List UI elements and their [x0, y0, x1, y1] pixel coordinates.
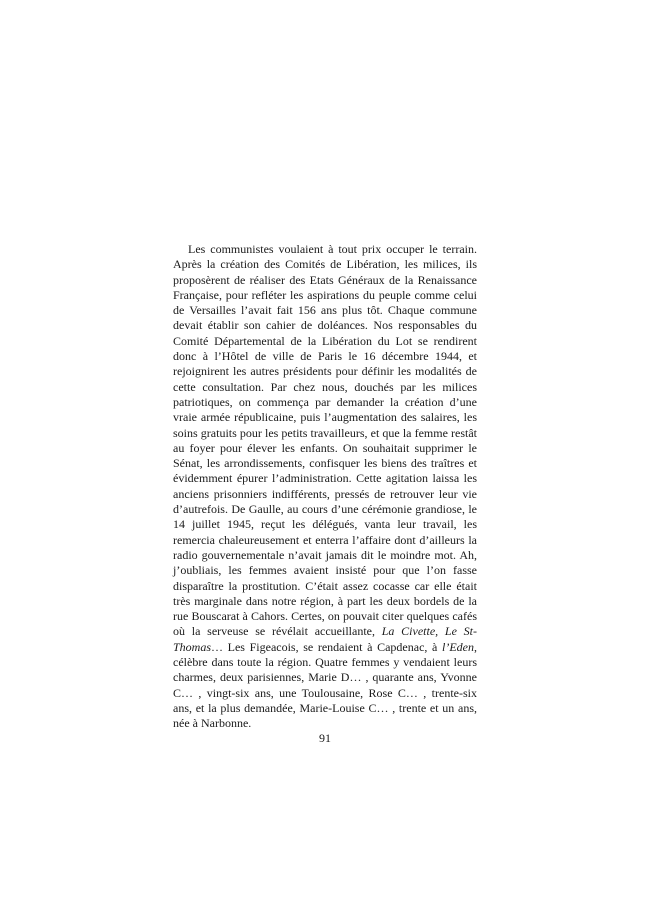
cafe-names-italic: La Civette, Le St-Thomas	[173, 624, 477, 654]
paragraph-text-part-3: , célèbre dans toute la région. Quatre femmes y vendaient leurs charmes, deux parisiennes, Marie D… , quarante ans, Yvonne C… , vingt-six ans, une Toulousaine, Rose C… , trente-six ans, et la plus demandée, Marie-Louise C… , trente et un ans, née à Narbonne.	[173, 639, 477, 731]
page-number: 91	[319, 731, 331, 745]
body-text-block	[173, 242, 477, 732]
paragraph-text-part-2: … Les Figeacois, se rendaient à Capdenac, à	[211, 639, 442, 654]
body-paragraph	[173, 242, 477, 732]
paragraph-text-part-1: Les communistes voulaient à tout prix occuper le terrain. Après la création des Comités de Libération, les milices, ils proposèrent de réaliser des Etats Généraux de la Renaissance Française, pour refléter les aspirations du peuple comme celui de Versailles l’avait fait 156 ans plus tôt. Chaque commune devait établir son cahier de doléances. Nos responsables du Comité Départemental de la Libération du Lot se rendirent donc à l’Hôtel de ville de Paris le 16 décembre 1944, et rejoignirent les autres présidents pour définir les modalités de cette consultation. Par chez nous, douchés par les milices patriotiques, on commença par demander la création d’une vraie armée républicaine, puis l’augmentation des salaires, les soins gratuits pour les petits travailleurs, et que la femme restât au foyer pour élever les enfants. On souhaitait supprimer le Sénat, les arrondissements, confisquer les biens des traîtres et évidemment épurer l’administration. Cette agitation laissa les anciens prisonniers indifférents, pressés de retrouver leur vie d’autrefois. De Gaulle, au cours d’une cérémonie grandiose, le 14 juillet 1945, reçut les délégués, vanta leur travail, les remercia chaleureusement et enterra l’affaire dont d’ailleurs la radio gouvernementale n’avait jamais dit le moindre mot. Ah, j’oubliais, les femmes avaient insisté pour que l’on fasse disparaître la prostitution. C’était assez cocasse car elle était très marginale dans notre région, à part les deux bordels de la rue Bouscarat à Cahors. Certes, on pouvait citer quelques cafés où la serveuse se révélait accueillante,	[173, 242, 477, 639]
eden-name-italic: l’Eden	[442, 639, 474, 654]
